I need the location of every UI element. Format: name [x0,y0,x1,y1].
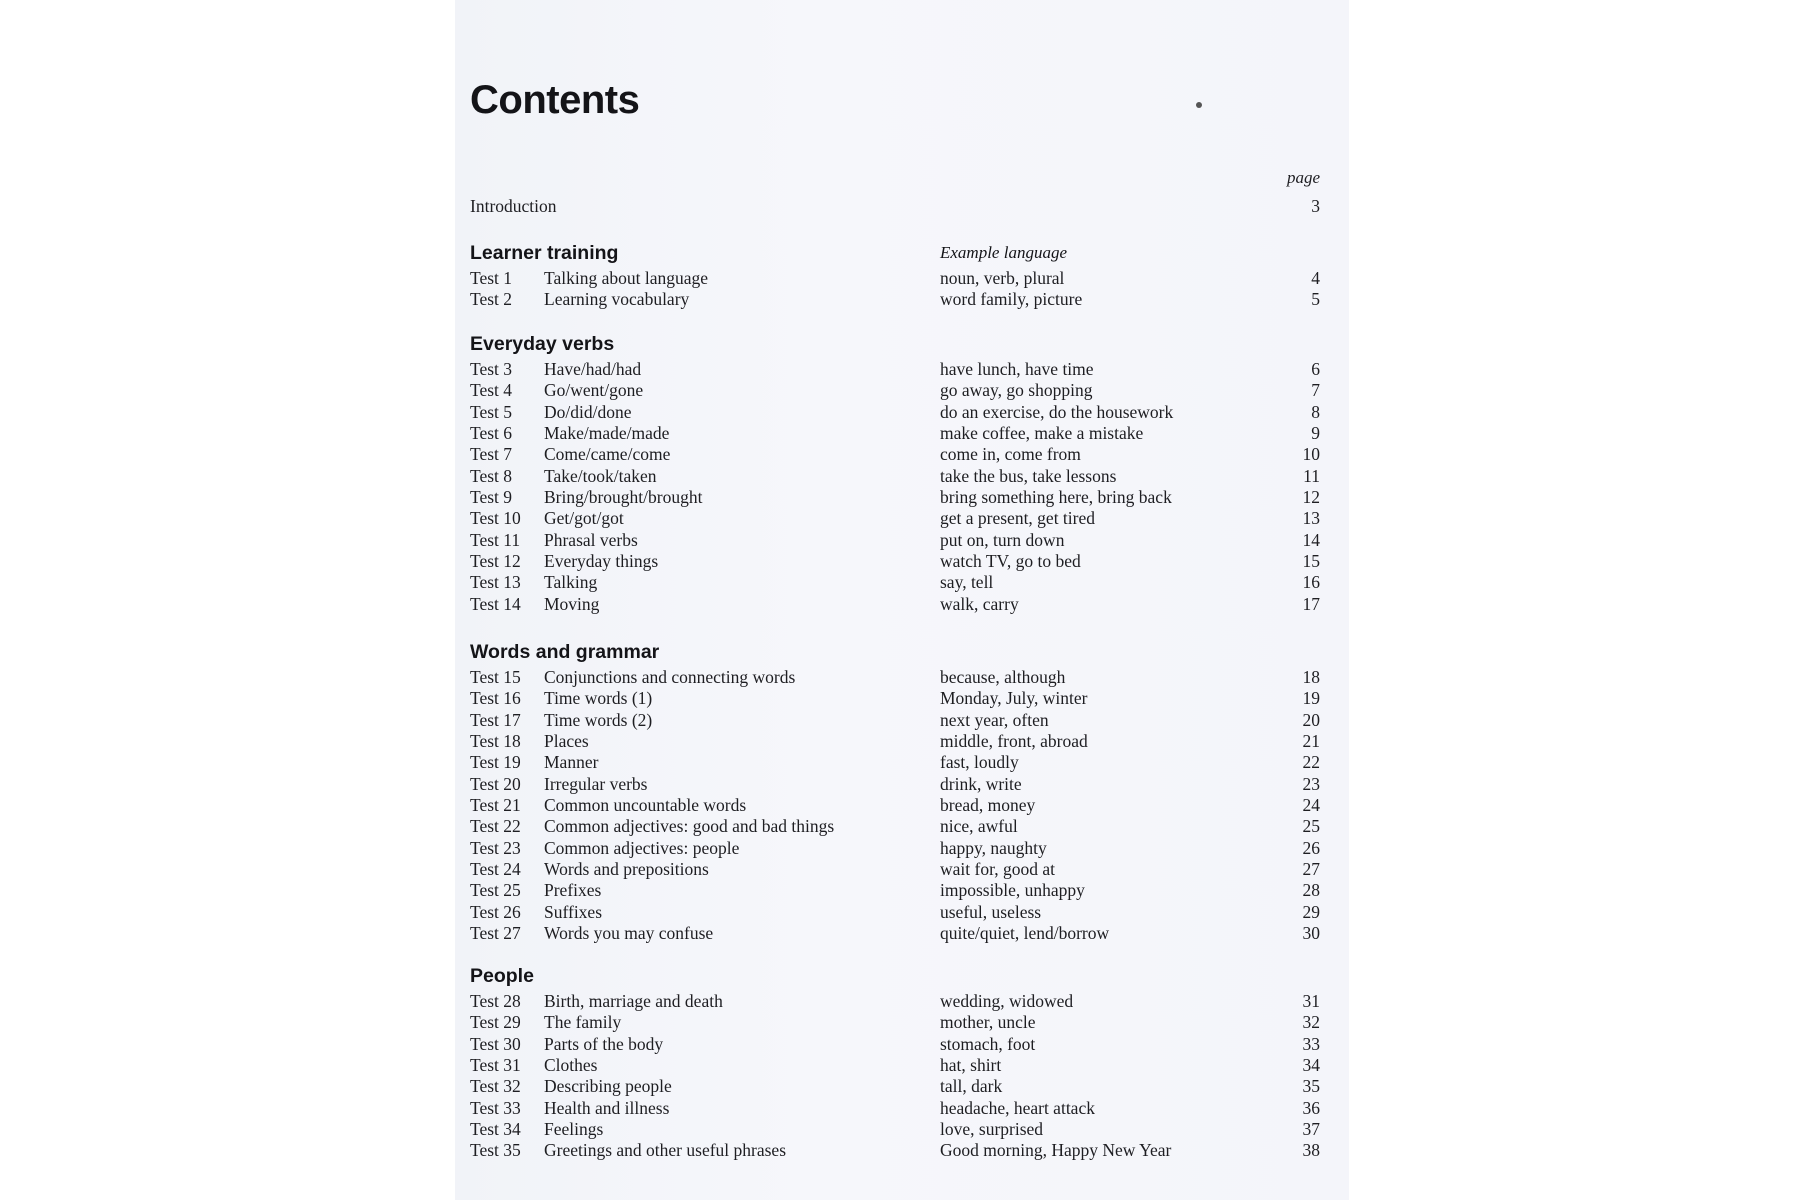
page-number: 6 [1311,359,1320,379]
example-language: Good morning, Happy New Year [940,1140,1172,1161]
page-number: 26 [1302,837,1320,858]
example-language: say, tell [940,572,994,593]
test-topic: Time words (1) [544,688,653,709]
test-number: Test 32 [470,1076,521,1097]
contents-row [470,380,1320,401]
test-number: Test 16 [470,688,521,709]
contents-row [470,530,1320,551]
test-number: Test 13 [470,572,521,593]
contents-row [470,838,1320,859]
test-topic: Take/took/taken [544,465,657,486]
page-number: 38 [1302,1140,1320,1161]
test-number: Test 26 [470,901,521,922]
contents-row [470,289,1320,310]
test-number: Test 20 [470,773,521,794]
test-topic: Birth, marriage and death [544,991,723,1011]
page-number: 17 [1302,593,1320,614]
page-number: 23 [1302,773,1320,794]
page-number: 11 [1303,465,1320,486]
test-topic: Time words (2) [544,709,653,730]
test-number: Test 7 [470,444,513,465]
page-number: 21 [1302,731,1320,752]
test-number: Test 2 [470,289,513,310]
introduction-entry [470,196,1320,218]
page-number: 13 [1302,508,1320,529]
contents-row [470,859,1320,880]
example-language: bread, money [940,795,1036,816]
page-number: 9 [1311,423,1320,444]
page-number: 29 [1302,901,1320,922]
contents-row [470,1012,1320,1033]
contents-row [470,1076,1320,1097]
contents-row [470,551,1320,572]
test-number: Test 25 [470,880,521,901]
contents-row [470,688,1320,709]
test-topic: Moving [544,593,600,614]
test-topic: Words you may confuse [544,923,714,944]
test-number: Test 28 [470,991,521,1011]
test-topic: Learning vocabulary [544,289,690,310]
test-number: Test 11 [470,529,521,550]
example-language: do an exercise, do the housework [940,401,1174,422]
example-language: because, although [940,667,1066,687]
section-heading [470,238,1320,268]
example-language: get a present, get tired [940,508,1096,529]
contents-row [470,1119,1320,1140]
test-topic: Phrasal verbs [544,529,638,550]
test-topic: Greetings and other useful phrases [544,1140,787,1161]
example-language: make coffee, make a mistake [940,423,1144,444]
page-number: 30 [1302,923,1320,944]
test-topic: Conjunctions and connecting words [544,667,796,687]
test-topic: Places [544,731,589,752]
page-number: 20 [1302,709,1320,730]
contents-row [470,466,1320,487]
test-number: Test 10 [470,508,521,529]
page-number: 25 [1302,816,1320,837]
test-number: Test 27 [470,923,521,944]
test-topic: Common adjectives: good and bad things [544,816,835,837]
test-number: Test 24 [470,859,521,880]
example-language: headache, heart attack [940,1097,1095,1118]
page-number: 15 [1302,551,1320,572]
example-language: Monday, July, winter [940,688,1088,709]
contents-row [470,444,1320,465]
contents-row [470,268,1320,289]
page-number: 31 [1302,991,1320,1011]
example-language: quite/quiet, lend/borrow [940,923,1110,944]
example-language: love, surprised [940,1119,1044,1140]
contents-row [470,1055,1320,1076]
test-number: Test 31 [470,1055,521,1076]
contents-row [470,991,1320,1012]
test-topic: Describing people [544,1076,672,1097]
test-number: Test 5 [470,401,513,422]
page-number: 10 [1302,444,1320,465]
test-topic: Common uncountable words [544,795,747,816]
test-number: Test 33 [470,1097,521,1118]
contents-row [470,572,1320,593]
test-topic: Do/did/done [544,401,632,422]
contents-row [470,816,1320,837]
test-number: Test 22 [470,816,521,837]
section [470,961,1320,1162]
page-number: 12 [1302,487,1320,508]
section [470,238,1320,311]
example-language: stomach, foot [940,1033,1036,1054]
example-language: word family, picture [940,289,1083,310]
example-language: bring something here, bring back [940,487,1172,508]
contents-row [470,774,1320,795]
example-language: nice, awful [940,816,1018,837]
example-language: useful, useless [940,901,1042,922]
example-language: come in, come from [940,444,1081,465]
test-topic: Irregular verbs [544,773,648,794]
test-topic: Come/came/come [544,444,671,465]
example-language: next year, often [940,709,1049,730]
page-number: 28 [1302,880,1320,901]
section-heading-text: Words and grammar [470,641,660,663]
page-number: 35 [1302,1076,1320,1097]
page-number: 5 [1311,289,1320,310]
example-language: take the bus, take lessons [940,465,1117,486]
example-language-heading: Example language [940,243,1067,262]
section-heading-text: People [470,965,534,987]
contents-row [470,923,1320,944]
contents-row [470,731,1320,752]
example-language: wedding, widowed [940,991,1074,1011]
test-topic: Make/made/made [544,423,670,444]
example-language: fast, loudly [940,752,1019,773]
page-number: 27 [1302,859,1320,880]
test-number: Test 18 [470,731,521,752]
test-number: Test 1 [470,268,513,288]
section-heading [470,329,1320,359]
example-language: tall, dark [940,1076,1003,1097]
example-language: drink, write [940,773,1022,794]
example-language: walk, carry [940,593,1019,614]
example-language: have lunch, have time [940,359,1094,379]
section [470,329,1320,615]
example-language: mother, uncle [940,1012,1036,1033]
contents-row [470,487,1320,508]
page-number: 8 [1311,401,1320,422]
page-title: Contents [470,78,640,122]
test-topic: The family [544,1012,622,1033]
contents-row [470,1140,1320,1161]
contents-row [470,902,1320,923]
contents-row [470,1034,1320,1055]
test-topic: Manner [544,752,599,773]
section-heading-text: Learner training [470,242,619,264]
test-topic: Go/went/gone [544,380,644,401]
example-language: noun, verb, plural [940,268,1065,288]
contents-row [470,594,1320,615]
page-number: 32 [1302,1012,1320,1033]
speck [1196,102,1202,108]
test-number: Test 6 [470,423,513,444]
test-number: Test 8 [470,465,513,486]
example-language: hat, shirt [940,1055,1002,1076]
introduction-label: Introduction [470,196,557,216]
book-page [455,0,1349,1200]
contents-row [470,880,1320,901]
contents-row [470,710,1320,731]
test-number: Test 29 [470,1012,521,1033]
page-number: 33 [1302,1033,1320,1054]
example-language: middle, front, abroad [940,731,1088,752]
page-number: 19 [1302,688,1320,709]
test-topic: Bring/brought/brought [544,487,703,508]
test-number: Test 23 [470,837,521,858]
test-topic: Parts of the body [544,1033,664,1054]
contents-row [470,423,1320,444]
test-number: Test 17 [470,709,521,730]
contents-row [470,795,1320,816]
page-number: 24 [1302,795,1320,816]
test-number: Test 35 [470,1140,521,1161]
test-number: Test 34 [470,1119,521,1140]
contents-row [470,402,1320,423]
section-heading [470,961,1320,991]
test-topic: Feelings [544,1119,604,1140]
test-topic: Talking [544,572,598,593]
test-topic: Words and prepositions [544,859,709,880]
test-number: Test 14 [470,593,521,614]
page-number: 34 [1302,1055,1320,1076]
test-number: Test 15 [470,667,521,687]
section [470,637,1320,944]
test-number: Test 19 [470,752,521,773]
page-number: 22 [1302,752,1320,773]
contents-row [470,752,1320,773]
test-topic: Health and illness [544,1097,670,1118]
example-language: impossible, unhappy [940,880,1085,901]
test-number: Test 21 [470,795,521,816]
test-topic: Everyday things [544,551,659,572]
test-topic: Have/had/had [544,359,642,379]
example-language: watch TV, go to bed [940,551,1081,572]
section-heading-text: Everyday verbs [470,333,615,355]
test-topic: Prefixes [544,880,602,901]
example-language: happy, naughty [940,837,1047,858]
contents-row [470,508,1320,529]
section-heading [470,637,1320,667]
page-number: 7 [1311,380,1320,401]
contents-row [470,1098,1320,1119]
test-topic: Talking about language [544,268,709,288]
page-number: 4 [1311,268,1320,288]
page-number: 18 [1302,667,1320,687]
contents-row [470,667,1320,688]
example-language: go away, go shopping [940,380,1093,401]
page-number: 16 [1302,572,1320,593]
test-topic: Get/got/got [544,508,624,529]
introduction-page: 3 [1311,196,1320,216]
test-number: Test 9 [470,487,513,508]
test-number: Test 12 [470,551,521,572]
example-language: wait for, good at [940,859,1055,880]
test-number: Test 30 [470,1033,521,1054]
page-column-label: page [1286,168,1320,187]
test-topic: Common adjectives: people [544,837,740,858]
page-number: 36 [1302,1097,1320,1118]
test-topic: Suffixes [544,901,603,922]
example-language: put on, turn down [940,529,1065,550]
page-number: 14 [1302,529,1320,550]
test-number: Test 4 [470,380,513,401]
test-number: Test 3 [470,359,513,379]
page-number: 37 [1302,1119,1320,1140]
contents-row [470,359,1320,380]
test-topic: Clothes [544,1055,598,1076]
